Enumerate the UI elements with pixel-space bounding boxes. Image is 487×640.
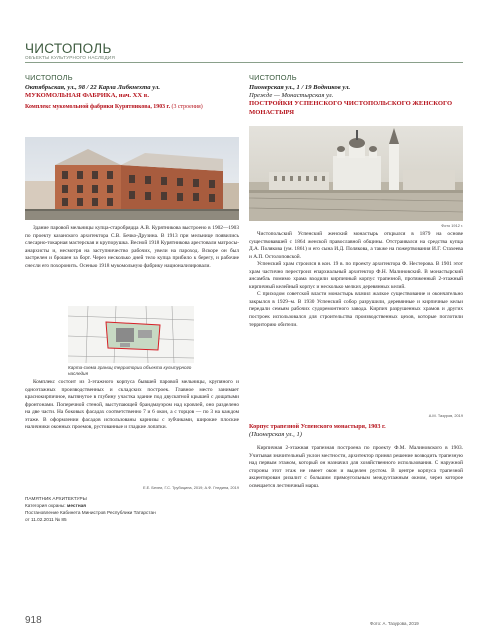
monastery-photo-illustration <box>249 126 463 221</box>
right-credit: А.М. Тазуров, 2019 <box>428 413 463 418</box>
left-paragraph-1 <box>25 225 239 270</box>
right-body <box>249 231 463 329</box>
heritage-type: ПАМЯТНИК АРХИТЕКТУРЫ <box>25 496 87 501</box>
heritage-status <box>25 495 225 523</box>
refectory-heading <box>249 423 463 439</box>
left-complex-title-plain: (3 строения) <box>171 104 203 111</box>
left-address: Октябрьская, ул., 98 / 22 Карла Либкнехта ул. <box>25 84 160 91</box>
page-number: 918 <box>25 615 42 626</box>
refectory-title: Корпус трапезной Успенского монастыря, 1903 г. <box>249 423 386 430</box>
left-paragraph-2-text: Комплекс состоит из 3-этажного корпуса бывшей паровой мельницы, крупяного и одноэтажных производственных и складских построек. Главное место занимает краснокирпичное, вытянутое в глубину участка здание под двускатной крышей с дощатыми фронтонами. Поперечной стеной, выступающей брандмауэром над кровлей, оно разделено на две части. На боковых фасадах соответственно 7 и 6 окон, а с торцов — по 3 на каждом этаже. В оформлении фасадов использованы карнизы с зубчиками, широкие плоские наличники оконных проемов, рустованные и гладкие лопатки. <box>25 379 239 431</box>
left-credit: Е.Е. Бехеи, Г.С. Трубицина, 2019; А.Ф. Гнедина, 2019 <box>143 485 239 490</box>
right-paragraph-4: Кирпичная 2-этажная трапезная построена по проекту Ф.М. Малиновского в 1903. Учитывая значительный уклон местности, архитектор принял решение возводить трапезную над первым этажом, который он назначил для хозяйственного использования. С наружной стороны этот этаж не имеет окон и выделен рустом. В центре корпуса трапезной акцентирован ризалит с большим прямоугольным междуэтажным окном, через которое освещается лестничный марш. <box>249 445 463 489</box>
right-section-label: ЧИСТОПОЛЬ <box>249 73 297 82</box>
right-paragraph-2: Успенский храм строился в кон. 19 в. по проекту архитектора Ф. Нестерова. В 1901 этот храм частично перестроил епархиальный архитектор Ф.Н. Малиновский. В монастырский ансамбль помимо храма входили кирпичный корпус трапезной, протяженный 2-этажный кирпичный келейный корпус и несколько мелких деревянных келий. <box>249 261 463 290</box>
left-title: МУКОМОЛЬНАЯ ФАБРИКА, нач. XX в. <box>25 92 149 100</box>
page-header-subtitle: ОБЪЕКТЫ КУЛЬТУРНОГО НАСЛЕДИЯ <box>25 55 116 60</box>
refectory-address: (Пионерская ул., 1) <box>249 430 302 438</box>
monastery-photo <box>249 126 463 221</box>
heritage-category-label: Категория охраны: <box>25 503 66 508</box>
left-complex-title-bold: Комплекс мукомольной фабрики Курятникова, 1903 г. <box>25 104 171 111</box>
left-complex-title <box>25 104 239 112</box>
heritage-category <box>25 502 225 509</box>
header-divider <box>25 62 463 63</box>
mill-photo-illustration <box>25 137 239 220</box>
footer-photo-credit: Фото: А. Тазурова, 2019 <box>370 621 419 626</box>
right-former-name: Прежде — Монастырская ул. <box>249 92 334 100</box>
site-boundary-map <box>68 306 194 363</box>
heritage-decree: Постановление Кабинета Министров Республики Татарстан <box>25 510 156 515</box>
right-address: Пионерская ул., 1 / 19 Водников ул. <box>249 84 351 91</box>
refectory-body <box>249 445 463 490</box>
left-paragraph-1-text: Здание паровой мельницы купца-старобрядца А.В. Курятникова выстроено в 1902—1903 по проекту казанского архитектора С.В. Бечко-Друзина. В 1913 при мельнице появились слесарно-токарная мастерская и крупорушка. Весной 1918 Курятникова арестовали матросы-анархисты и, несмотря на заступничество рабочих, увели на пароход. Вскоре он был застрелен и брошен за борт. Через несколько дней тело купца прибило к берегу, и рабочие снесли его похоронить. Осенью 1918 мукомольную фабрику национализировали. <box>25 225 239 269</box>
left-section-label: ЧИСТОПОЛЬ <box>25 73 73 82</box>
right-title: ПОСТРОЙКИ УСПЕНСКОГО ЧИСТОПОЛЬСКОГО ЖЕНСКОГО МОНАСТЫРЯ <box>249 100 453 116</box>
right-article-heading <box>249 73 463 117</box>
page-header-title: ЧИСТОПОЛЬ <box>25 41 112 56</box>
left-article-heading <box>25 73 239 112</box>
mill-photo <box>25 137 239 220</box>
site-boundary-map-illustration <box>68 306 194 363</box>
heritage-decree-date: от 11.02.2011 № 85 <box>25 517 67 522</box>
right-paragraph-3: С приходом советской власти монастырь влачил жалкое существование и окончательно закрылся в 1929–м. В 1930 Успенский собор разрушили, деревянные и кирпичные кельи передали семьям рабочих судоремонтного завода. Кирпич разрушенных храмов и других построек использовался для строительства производственных цехов, которые поглотили территорию обители. <box>249 291 463 328</box>
heritage-category-value: местная <box>66 503 86 508</box>
left-paragraph-2 <box>25 379 239 443</box>
monastery-photo-caption: Фото 1912 г. <box>441 223 463 228</box>
map-caption: Карта-схема границ территории объекта культурного наследия <box>68 365 192 376</box>
right-paragraph-1: Чистопольский Успенский женский монастырь открылся в 1879 на основе существовавшей с 1864 женской православной общины. Отстраивался на средства купца Д.А. Полякова (ум. 1861) и его сына И.Д. Полякова, а также на пожертвования И.Г. Стахеева и А.П. Остолоповской. <box>249 231 463 260</box>
